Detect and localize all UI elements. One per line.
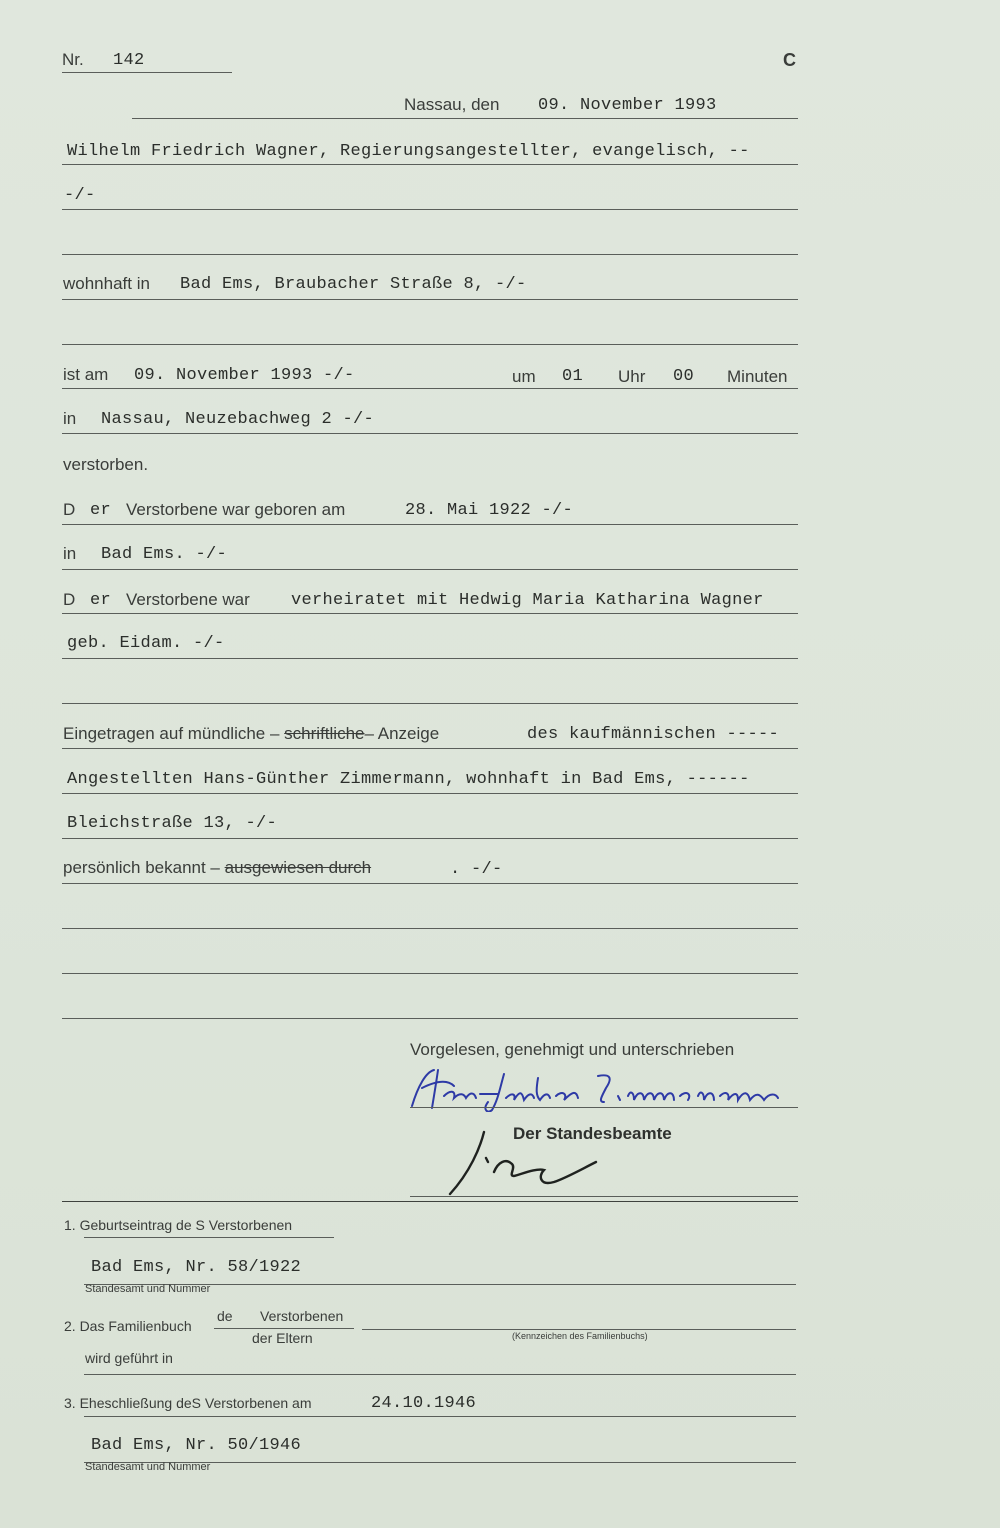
rule-2: [62, 209, 798, 210]
death-date-label: ist am: [63, 365, 109, 384]
birth-er: er: [90, 501, 112, 520]
rule-19: [62, 1018, 798, 1019]
death-place-value: Nassau, Neuzebachweg 2 -/-: [101, 410, 375, 429]
residence-value: Bad Ems, Braubacher Straße 8, -/-: [180, 275, 527, 294]
rule-16: [62, 883, 798, 884]
death-place-label: in: [63, 409, 77, 428]
birth-label: Verstorbene war geboren am: [126, 500, 346, 519]
rule-18: [62, 973, 798, 974]
f3-caption: Standesamt und Nummer: [85, 1461, 211, 1473]
f1-value: Bad Ems, Nr. 58/1922: [91, 1258, 302, 1277]
marriage-value-1: verheiratet mit Hedwig Maria Katharina Wagner: [291, 591, 764, 610]
death-date-value: 09. November 1993 -/-: [134, 366, 355, 385]
birth-date: 28. Mai 1922 -/-: [405, 501, 574, 520]
rule-6: [62, 388, 798, 389]
marriage-value-2: geb. Eidam. -/-: [67, 634, 225, 653]
death-minutes: 00: [673, 367, 695, 386]
rule-sig-2: [410, 1196, 798, 1197]
rule-11: [62, 658, 798, 659]
registration-value-1: des kaufmännischen -----: [527, 725, 780, 744]
reporter-line-2: -/-: [64, 186, 96, 205]
f3-suffix: S: [191, 1395, 201, 1411]
nr-value: 142: [113, 51, 145, 70]
f3-value: Bad Ems, Nr. 50/1946: [91, 1436, 302, 1455]
f2-label-2: wird geführt in: [85, 1350, 173, 1366]
registration-value-3: Bleichstraße 13, -/-: [67, 814, 278, 833]
f1-caption: Standesamt und Nummer: [85, 1283, 211, 1295]
birth-d-label: D: [63, 500, 76, 519]
registrar-label: Der Standesbeamte: [513, 1124, 672, 1143]
f3-label: 3. Eheschließung deS Verstorbenen am: [64, 1395, 312, 1411]
rule-1: [62, 164, 798, 165]
uhr-label: Uhr: [618, 367, 646, 386]
informant-signature: [408, 1066, 798, 1112]
um-label: um: [512, 367, 536, 386]
rule-14: [62, 793, 798, 794]
rule-9: [62, 569, 798, 570]
rule-3: [62, 254, 798, 255]
known-label: persönlich bekannt – ausgewiesen durch: [63, 858, 372, 877]
rule-7: [62, 433, 798, 434]
nr-label: Nr.: [62, 50, 84, 69]
f2-de: de: [217, 1308, 233, 1324]
rule-8: [62, 524, 798, 525]
rule-13: [62, 748, 798, 749]
struck-ausgewiesen: ausgewiesen durch: [224, 858, 372, 877]
f1-suffix: S: [195, 1217, 205, 1233]
read-approved-label: Vorgelesen, genehmigt und unterschrieben: [410, 1040, 735, 1059]
registration-value-2: Angestellten Hans-Günther Zimmermann, wohnhaft in Bad Ems, ------: [67, 770, 750, 789]
verstorben-label: verstorben.: [63, 455, 149, 474]
rule-17: [62, 928, 798, 929]
rule-5: [62, 344, 798, 345]
marriage-label: Verstorbene war: [126, 590, 250, 609]
f2-caption: (Kennzeichen des Familienbuchs): [512, 1331, 648, 1341]
f2-value-line: [362, 1329, 796, 1330]
minuten-label: Minuten: [727, 367, 788, 386]
rule-15: [62, 838, 798, 839]
rule-sig-1: [410, 1107, 798, 1108]
reporter-line-1: Wilhelm Friedrich Wagner, Regierungsangestellter, evangelisch, --: [67, 142, 750, 161]
f2-label: 2. Das Familienbuch: [64, 1318, 192, 1334]
footnote-divider: [62, 1201, 798, 1202]
f2-option-eltern: der Eltern: [252, 1330, 313, 1346]
form-letter: C: [783, 50, 796, 70]
rule-12: [62, 703, 798, 704]
death-hour: 01: [562, 367, 584, 386]
marriage-er: er: [90, 591, 112, 610]
date-underline: [132, 118, 798, 119]
f2-option-verstorbenen: Verstorbenen: [260, 1308, 344, 1324]
f2-option-divider: [214, 1328, 354, 1329]
known-value: . -/-: [450, 860, 503, 879]
f2-underline: [84, 1374, 796, 1375]
rule-10: [62, 613, 798, 614]
marriage-d-label: D: [63, 590, 76, 609]
f3-date: 24.10.1946: [371, 1394, 477, 1413]
birth-place-value: Bad Ems. -/-: [101, 545, 228, 564]
f1-label: 1. Geburtseintrag de S Verstorbenen: [64, 1217, 293, 1233]
f3-date-underline: [84, 1416, 796, 1417]
birth-place-label: in: [63, 544, 77, 563]
place-date-value: 09. November 1993: [538, 96, 717, 115]
registrar-signature: [440, 1128, 620, 1198]
nr-underline: [62, 72, 232, 73]
rule-4: [62, 299, 798, 300]
struck-schriftliche: schriftliche: [284, 724, 365, 743]
residence-label: wohnhaft in: [63, 274, 150, 293]
registration-label: Eingetragen auf mündliche – schriftliche– Anzeige: [63, 724, 440, 743]
f1-label-underline: [84, 1237, 334, 1238]
place-date-label: Nassau, den: [404, 95, 500, 114]
